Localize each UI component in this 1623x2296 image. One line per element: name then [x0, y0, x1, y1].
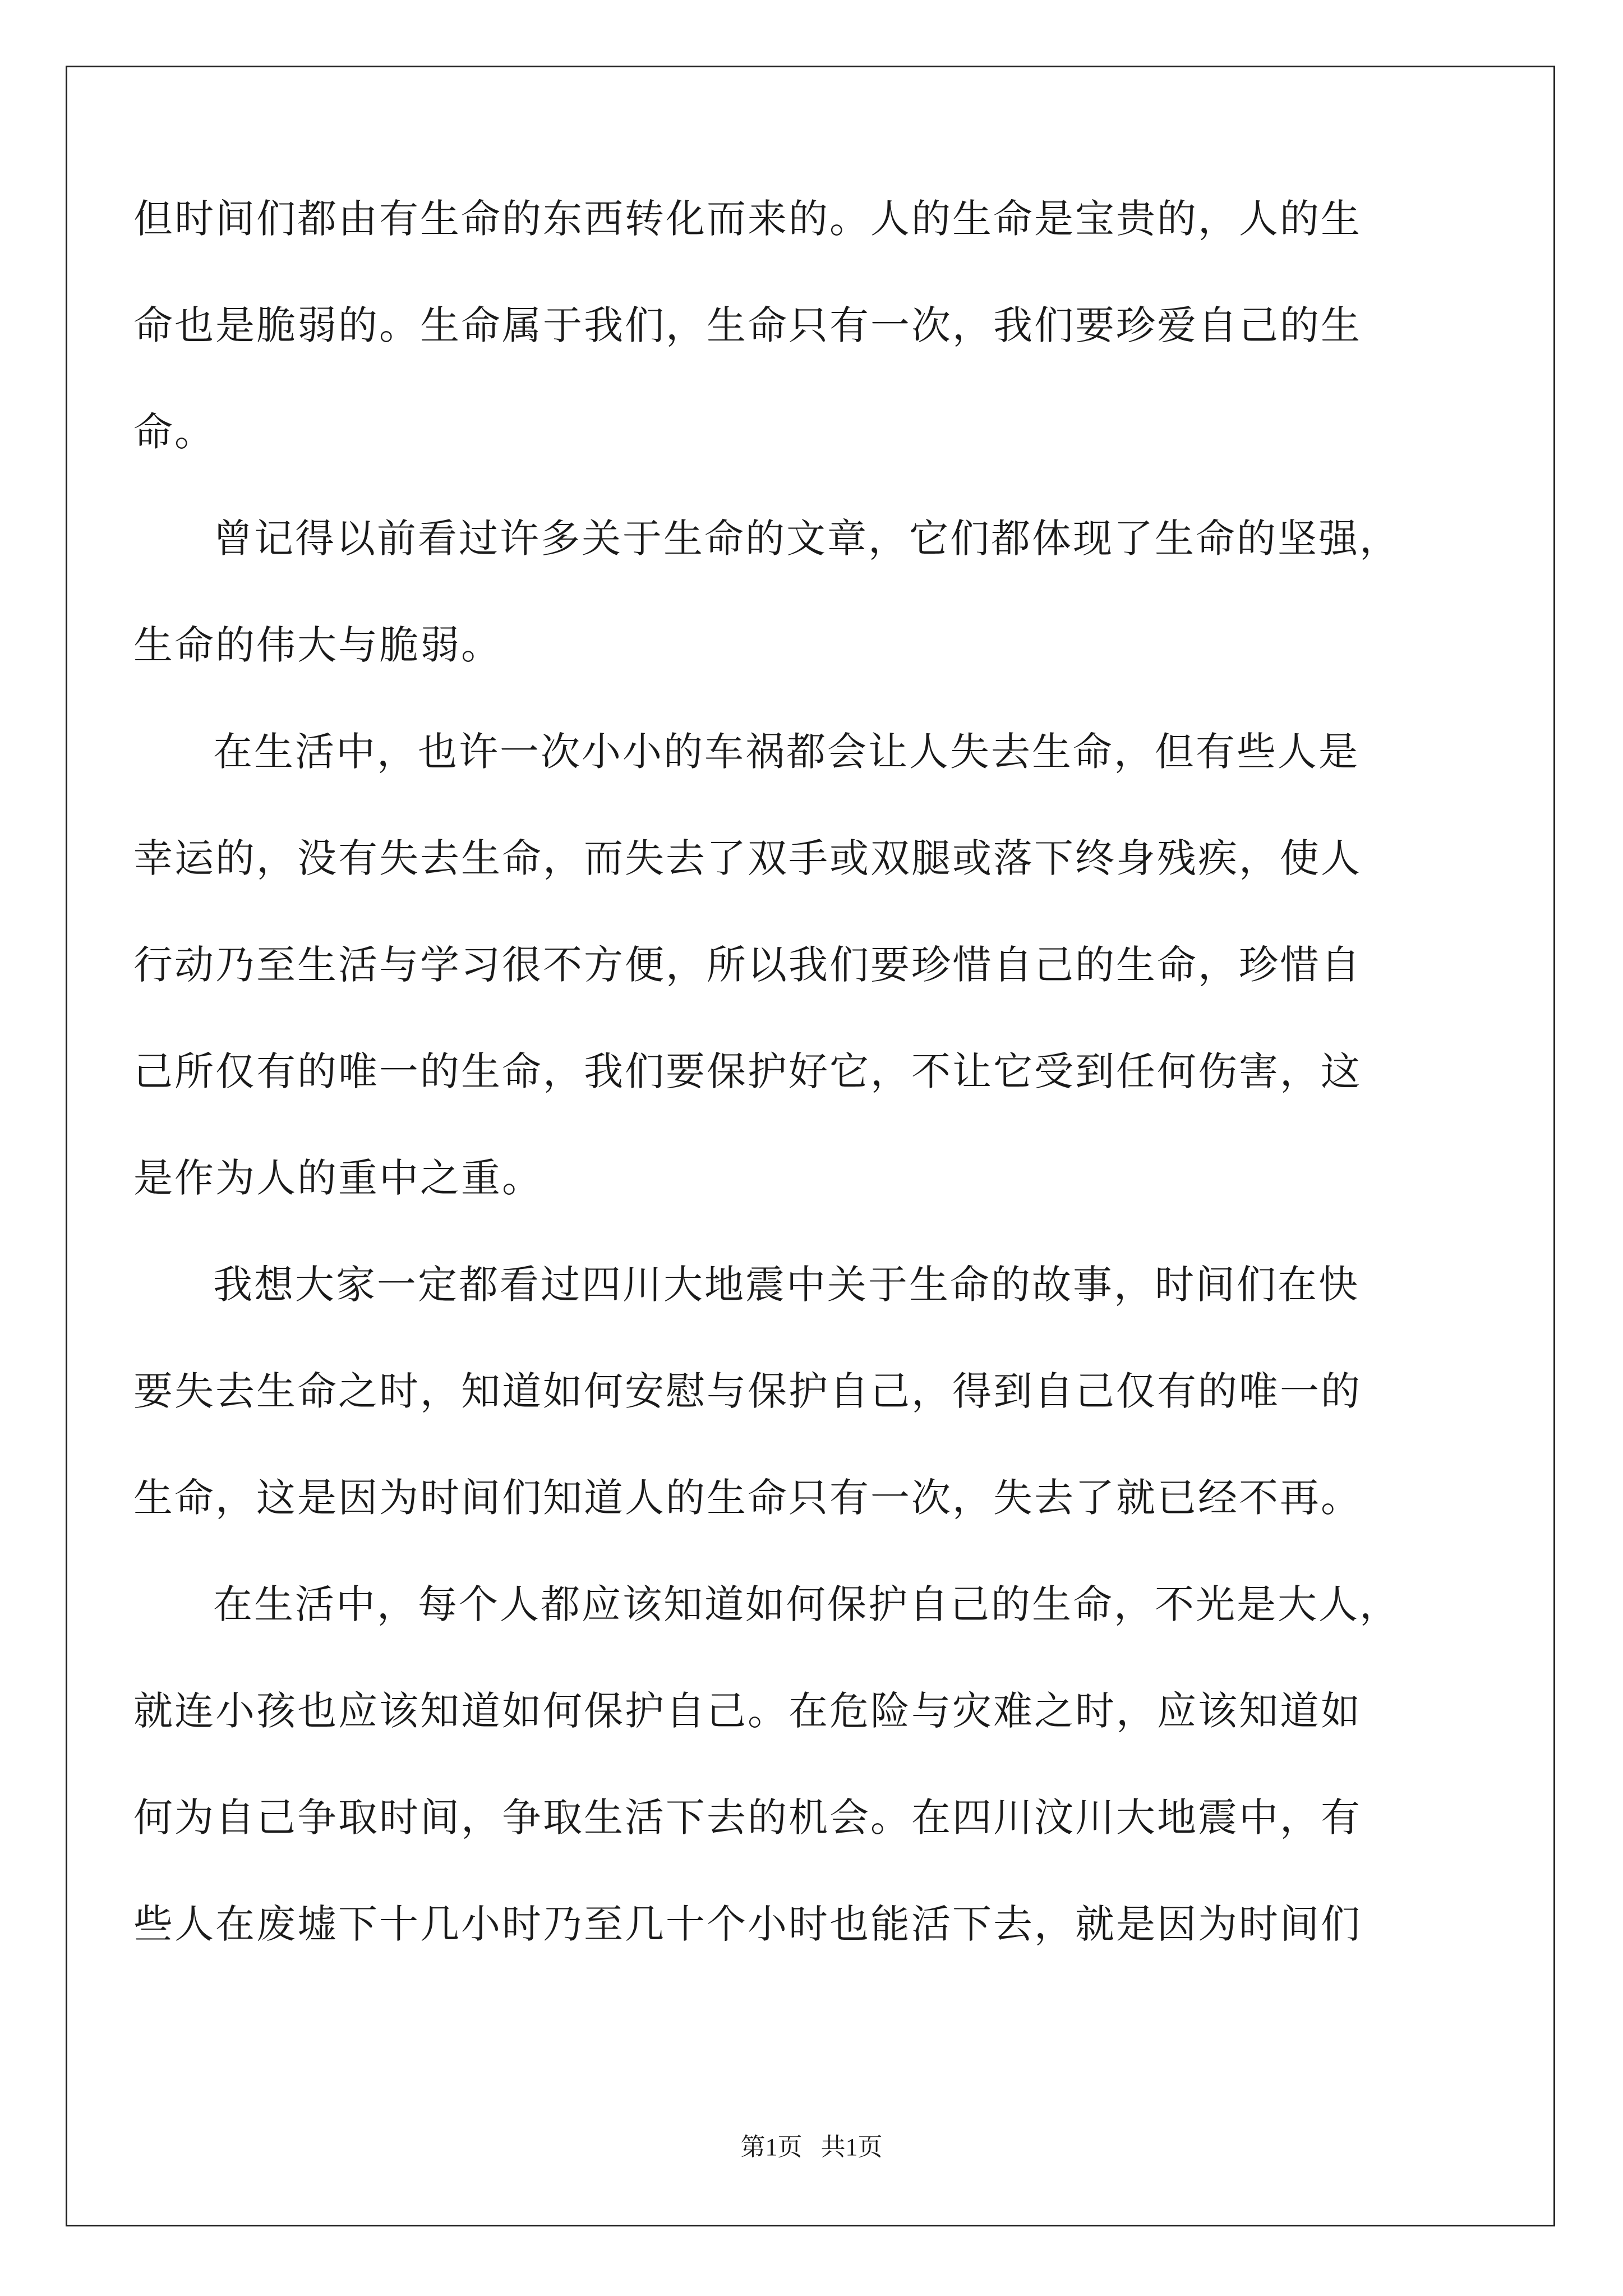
- text-line: 就连小孩也应该知道如何保护自己。在危险与灾难之时，应该知道如: [133, 1688, 1362, 1734]
- text-line: 但时间们都由有生命的东西转化而来的。人的生命是宝贵的，人的生: [133, 196, 1362, 242]
- text-line: 要失去生命之时，知道如何安慰与保护自己，得到自己仅有的唯一的: [133, 1368, 1362, 1414]
- text-line: 生命，这是因为时间们知道人的生命只有一次，失去了就已经不再。: [133, 1475, 1362, 1521]
- text-line: 己所仅有的唯一的生命，我们要保护好它，不让它受到任何伤害，这: [133, 1048, 1362, 1094]
- paragraph-first-line: 我想大家一定都看过四川大地震中关于生命的故事，时间们在快: [213, 1262, 1359, 1308]
- page-footer: [0, 2131, 1623, 2164]
- text-line: 幸运的，没有失去生命，而失去了双手或双腿或落下终身残疾，使人: [133, 835, 1362, 881]
- footer-spacer: [803, 2133, 821, 2161]
- text-line: 命。: [133, 409, 215, 455]
- text-line: 生命的伟大与脆弱。: [133, 622, 502, 668]
- page-total: 共1页: [820, 2133, 883, 2161]
- text-line: 命也是脆弱的。生命属于我们，生命只有一次，我们要珍爱自己的生: [133, 302, 1362, 348]
- page-number: 第1页: [740, 2133, 803, 2161]
- paragraph-first-line: 在生活中，每个人都应该知道如何保护自己的生命，不光是大人，: [213, 1581, 1400, 1627]
- text-line: 行动乃至生活与学习很不方便，所以我们要珍惜自己的生命，珍惜自: [133, 942, 1362, 988]
- text-line: 些人在废墟下十几小时乃至几十个小时也能活下去，就是因为时间们: [133, 1901, 1362, 1947]
- text-line: 是作为人的重中之重。: [133, 1155, 543, 1201]
- text-line: 何为自己争取时间，争取生活下去的机会。在四川汶川大地震中，有: [133, 1795, 1362, 1841]
- paragraph-first-line: 在生活中，也许一次小小的车祸都会让人失去生命，但有些人是: [213, 729, 1359, 775]
- paragraph-first-line: 曾记得以前看过许多关于生命的文章，它们都体现了生命的坚强，: [213, 516, 1400, 562]
